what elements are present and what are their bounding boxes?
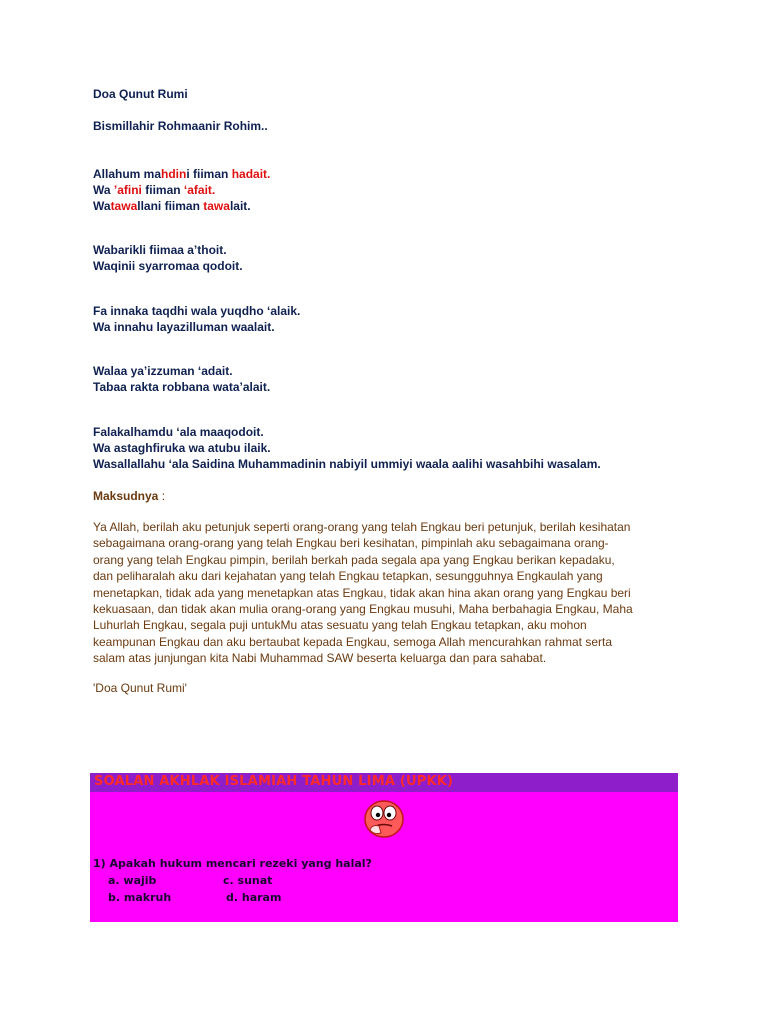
translation-line: salam atas junjungan kita Nabi Muhammad SAW beserta keluarga dan para sahabat. — [93, 651, 547, 666]
doa-line-1 — [93, 166, 270, 182]
maksud-heading — [93, 488, 165, 504]
doc-title: Doa Qunut Rumi — [93, 87, 188, 101]
translation-line: kekuasaan, dan tidak akan mulia orang-orang yang Engkau musuhi, Maha berbahagia Engkau, Maha — [93, 602, 633, 617]
quiz-panel — [90, 773, 678, 922]
bismillah-line: Bismillahir Rohmaanir Rohim.. — [93, 119, 268, 133]
doa-line-7: Wa innahu layazilluman waalait. — [93, 320, 275, 334]
doa-line-11: Wa astaghfiruka wa atubu ilaik. — [93, 441, 271, 455]
thinking-face-icon — [362, 797, 406, 841]
doa-highlight: hadait. — [231, 167, 271, 181]
translation-line: sebagaimana orang-orang yang telah Engkau beri kesihatan, pimpinlah aku sebagaimana orang- — [93, 536, 609, 551]
maksud-label: Maksudnya — [93, 489, 159, 503]
translation-line: keampunan Engkau dan aku bertaubat kepada Engkau, semoga Allah mencurahkan rahmat serta — [93, 634, 613, 649]
doa-text: lait. — [229, 199, 251, 213]
translation-line: Ya Allah, berilah aku petunjuk seperti orang-orang yang telah Engkau beri petunjuk, berilah kesihatan — [93, 520, 631, 534]
doa-line-2 — [93, 182, 215, 198]
quiz-title: SOALAN AKHLAK ISLAMIAH TAHUN LIMA (UPKK) — [94, 774, 454, 789]
quiz-option-d[interactable]: d. haram — [226, 891, 282, 904]
quiz-question: 1) Apakah hukum mencari rezeki yang halal? — [93, 857, 372, 870]
doa-text: Allahum ma — [93, 167, 162, 181]
translation-line: orang yang telah Engkau pimpin, berilah berkah pada segala apa yang Engkau berikan kepadaku, — [93, 552, 615, 567]
quiz-option-b[interactable]: b. makruh — [108, 891, 172, 904]
doa-text: fiiman — [141, 183, 184, 197]
doa-text: llani fiiman — [137, 199, 204, 213]
doa-highlight: ’afini — [113, 183, 142, 197]
translation-line: Luhurlah Engkau, segala puji untukMu atas sesuatu yang telah Engkau tetapkan, aku mohon — [93, 618, 587, 633]
doa-text: Wa — [93, 183, 114, 197]
doa-line-12: Wasallallahu ‘ala Saidina Muhammadinin nabiyil ummiyi waala aalihi wasahbihi wasalam. — [93, 457, 601, 471]
doa-text: i fiiman — [186, 167, 232, 181]
doa-line-8: Walaa ya’izzuman ‘adait. — [93, 364, 233, 378]
doa-line-5: Waqinii syarromaa qodoit. — [93, 259, 243, 273]
translation-paragraph — [93, 519, 683, 667]
translation-line: menetapkan, tidak ada yang menetapkan atas Engkau, tidak akan hina akan orang yang Engkau beri — [93, 585, 631, 600]
doa-highlight: tawa — [203, 199, 230, 213]
maksud-colon: : — [158, 489, 166, 503]
doa-highlight: ‘afait. — [183, 183, 216, 197]
doa-line-9: Tabaa rakta robbana wata’alait. — [93, 380, 271, 394]
doa-line-6: Fa innaka taqdhi wala yuqdho ‘alaik. — [93, 304, 301, 318]
doa-highlight: hdin — [161, 167, 187, 181]
doa-line-4: Wabarikli fiimaa a’thoit. — [93, 243, 227, 257]
doa-text: Wa — [93, 199, 111, 213]
doa-line-3 — [93, 198, 251, 214]
quiz-header-bar — [90, 773, 678, 792]
quiz-option-a[interactable]: a. wajib — [108, 874, 157, 887]
translation-line: dan peliharalah aku dari kejahatan yang telah Engkau tetapkan, sesungguhnya Engkaulah yang — [93, 569, 603, 584]
quiz-option-c[interactable]: c. sunat — [223, 874, 273, 887]
doa-line-10: Falakalhamdu ‘ala maaqodoit. — [93, 425, 264, 439]
doa-highlight: tawa — [110, 199, 138, 213]
closing-quote: 'Doa Qunut Rumi' — [93, 681, 187, 695]
